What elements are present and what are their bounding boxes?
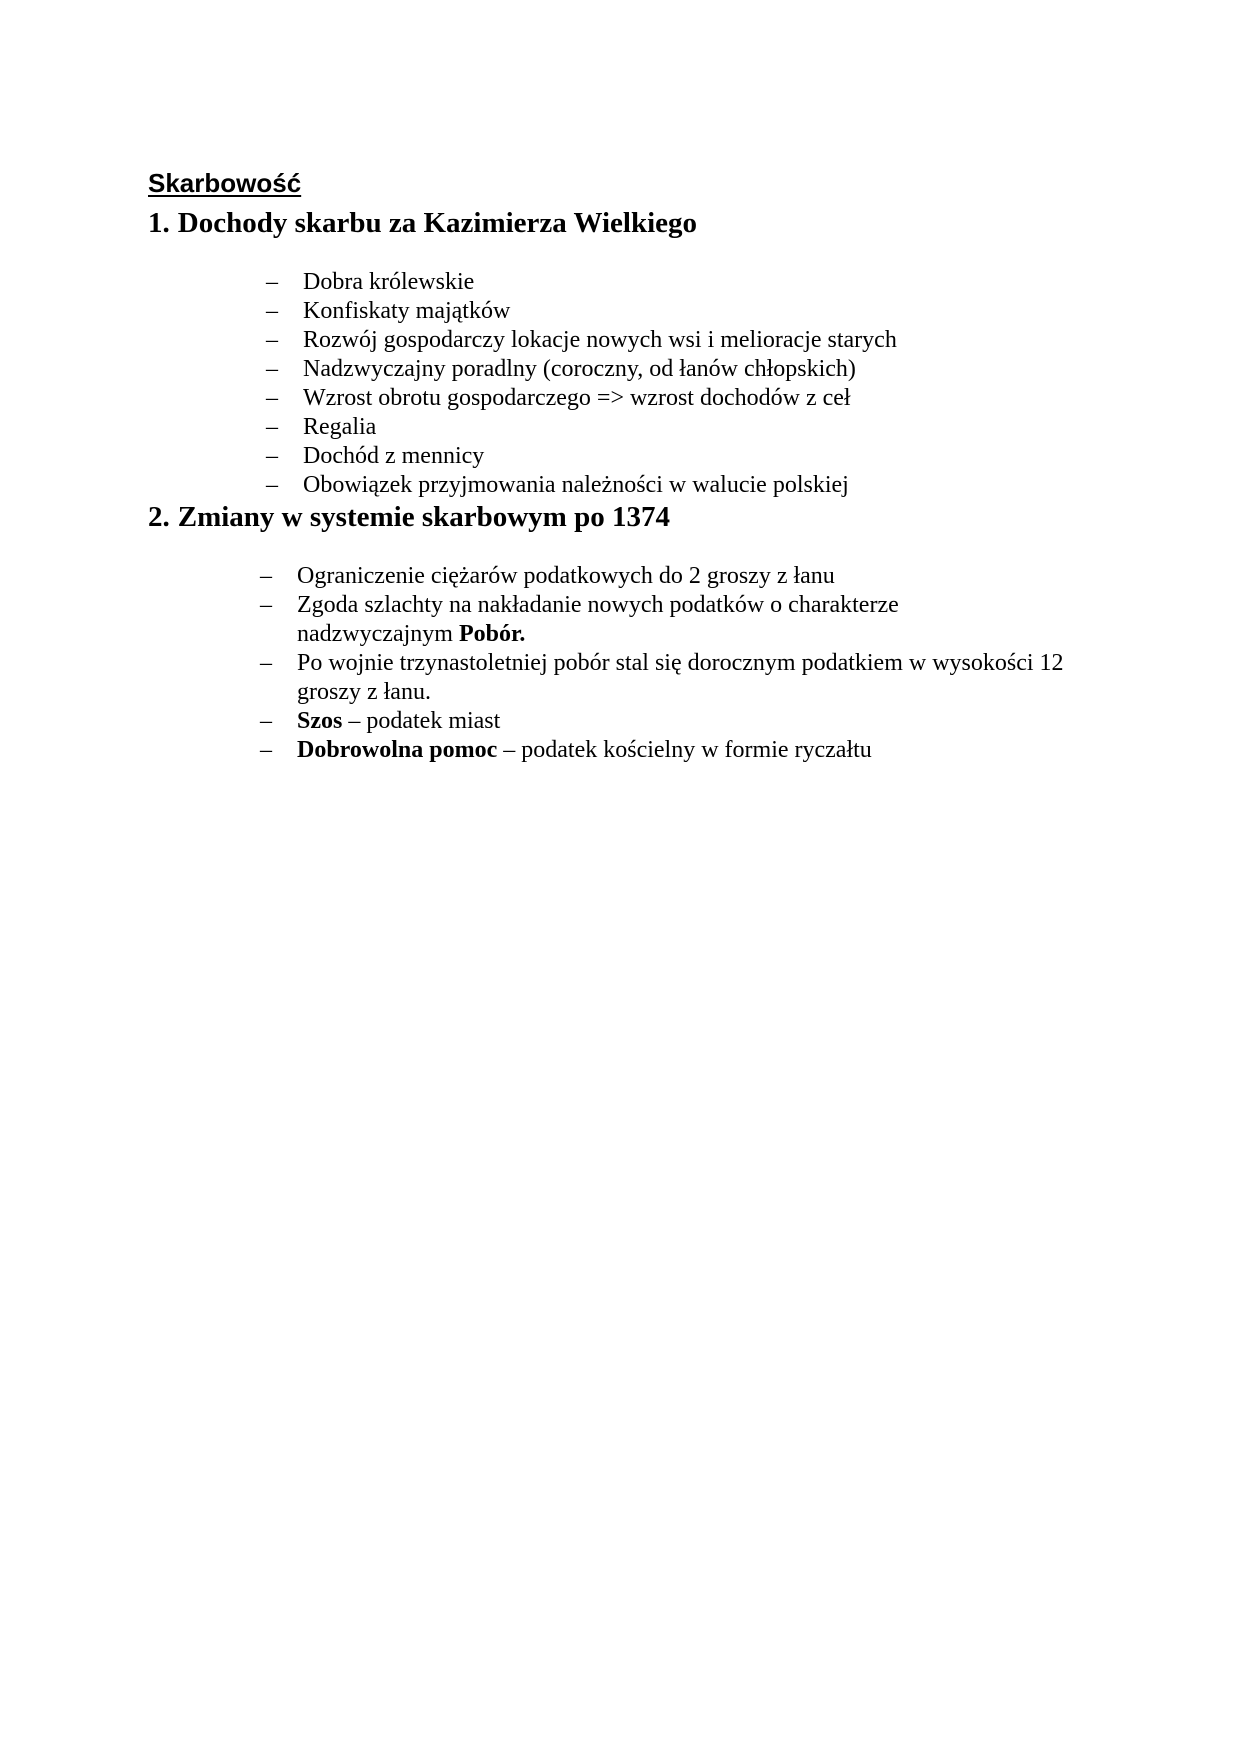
section-heading-2 [148,503,670,532]
list-item: – Dochód z mennicy [266,443,485,469]
section-number-2: 2. [148,501,170,533]
changes-list [260,562,1077,765]
list-item: – Wzrost obrotu gospodarczego => wzrost dochodów z ceł [266,385,851,411]
list-item: – Dobra królewskie [266,269,475,295]
dash-bullet: – [266,327,278,353]
list-item: – Zgoda szlachty na nakładanie nowych podatków o charakterze nadzwyczajnym Pobór. [260,592,899,647]
list-item: – Szos – podatek miast [260,708,501,734]
list-item: – Rozwój gospodarczy lokacje nowych wsi i melioracje starych [266,327,897,353]
dash-bullet: – [266,269,278,295]
dash-bullet: – [266,414,278,440]
income-list [266,268,1023,500]
dash-bullet: – [266,443,278,469]
dash-bullet: – [266,472,278,498]
dash-bullet: – [260,592,272,618]
list-item: – Konfiskaty majątków [266,298,511,324]
list-item: – Regalia [266,414,377,440]
section-heading-1 [148,209,697,238]
section-title-2: Zmiany w systemie skarbowym po 1374 [177,501,670,533]
list-item: – Ograniczenie ciężarów podatkowych do 2 groszy z łanu [260,563,835,589]
dash-bullet: – [260,563,272,589]
dash-bullet: – [260,650,272,676]
dash-bullet: – [266,356,278,382]
document-title: Skarbowość [148,168,302,198]
list-item: – Obowiązek przyjmowania należności w walucie polskiej [266,472,849,498]
list-item: – Po wojnie trzynastoletniej pobór stal się dorocznym podatkiem w wysokości 12 groszy z łanu. [260,650,1064,705]
list-item: – Nadzwyczajny poradlny (coroczny, od łanów chłopskich) [266,356,856,382]
dash-bullet: – [266,385,278,411]
list-item: – Dobrowolna pomoc – podatek kościelny w formie ryczałtu [260,737,872,763]
section-title-1: Dochody skarbu za Kazimierza Wielkiego [177,207,698,239]
dash-bullet: – [260,708,272,734]
section-number-1: 1. [148,207,170,239]
dash-bullet: – [266,298,278,324]
dash-bullet: – [260,737,272,763]
